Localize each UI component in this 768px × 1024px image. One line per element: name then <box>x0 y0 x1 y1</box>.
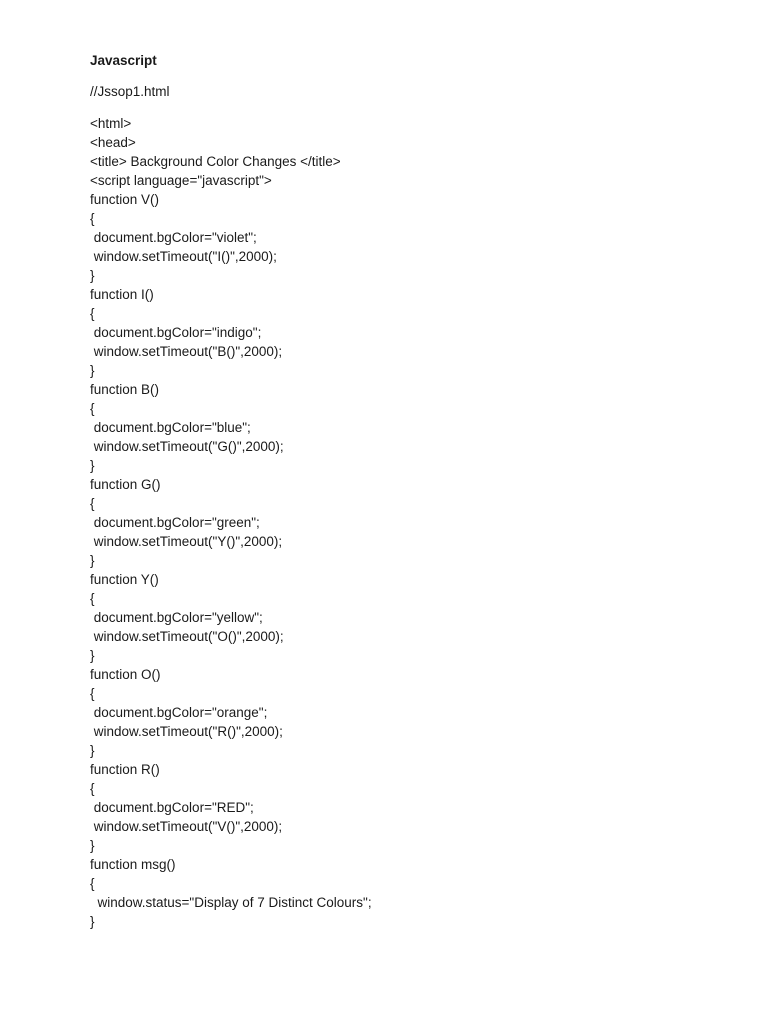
code-line: } <box>90 838 95 853</box>
code-line: document.bgColor="blue"; <box>90 420 251 435</box>
code-line: window.setTimeout("O()",2000); <box>90 629 284 644</box>
code-line: <title> Background Color Changes </title> <box>90 154 341 169</box>
filename-comment: //Jssop1.html <box>90 84 170 99</box>
code-line: document.bgColor="yellow"; <box>90 610 263 625</box>
code-line: window.setTimeout("G()",2000); <box>90 439 284 454</box>
code-line: document.bgColor="orange"; <box>90 705 268 720</box>
code-line: { <box>90 401 95 416</box>
code-line: function G() <box>90 477 161 492</box>
code-line: } <box>90 268 95 283</box>
code-line: { <box>90 496 95 511</box>
code-line: function R() <box>90 762 160 777</box>
code-line: <script language="javascript"> <box>90 173 272 188</box>
code-block <box>90 114 372 931</box>
code-line: document.bgColor="violet"; <box>90 230 257 245</box>
code-line: } <box>90 648 95 663</box>
code-line: window.setTimeout("I()",2000); <box>90 249 277 264</box>
code-line: document.bgColor="indigo"; <box>90 325 262 340</box>
code-line: function Y() <box>90 572 159 587</box>
code-line: { <box>90 781 95 796</box>
code-line: window.setTimeout("R()",2000); <box>90 724 283 739</box>
document-heading: Javascript <box>90 53 157 68</box>
code-line: } <box>90 914 95 929</box>
code-line: window.setTimeout("Y()",2000); <box>90 534 283 549</box>
code-line: { <box>90 876 95 891</box>
code-line: { <box>90 306 95 321</box>
code-line: <html> <box>90 116 132 131</box>
code-line: function msg() <box>90 857 176 872</box>
code-line: function V() <box>90 192 160 207</box>
code-line: { <box>90 686 95 701</box>
code-line: } <box>90 363 95 378</box>
code-line: document.bgColor="RED"; <box>90 800 254 815</box>
code-line: } <box>90 458 95 473</box>
code-line: function B() <box>90 382 160 397</box>
code-line: function I() <box>90 287 154 302</box>
code-line: } <box>90 553 95 568</box>
code-line: window.setTimeout("V()",2000); <box>90 819 283 834</box>
code-line: } <box>90 743 95 758</box>
code-line: window.setTimeout("B()",2000); <box>90 344 283 359</box>
code-line: function O() <box>90 667 161 682</box>
code-line: document.bgColor="green"; <box>90 515 260 530</box>
code-line: <head> <box>90 135 136 150</box>
code-line: { <box>90 591 95 606</box>
code-line: { <box>90 211 95 226</box>
code-line: window.status="Display of 7 Distinct Colours"; <box>90 895 372 910</box>
